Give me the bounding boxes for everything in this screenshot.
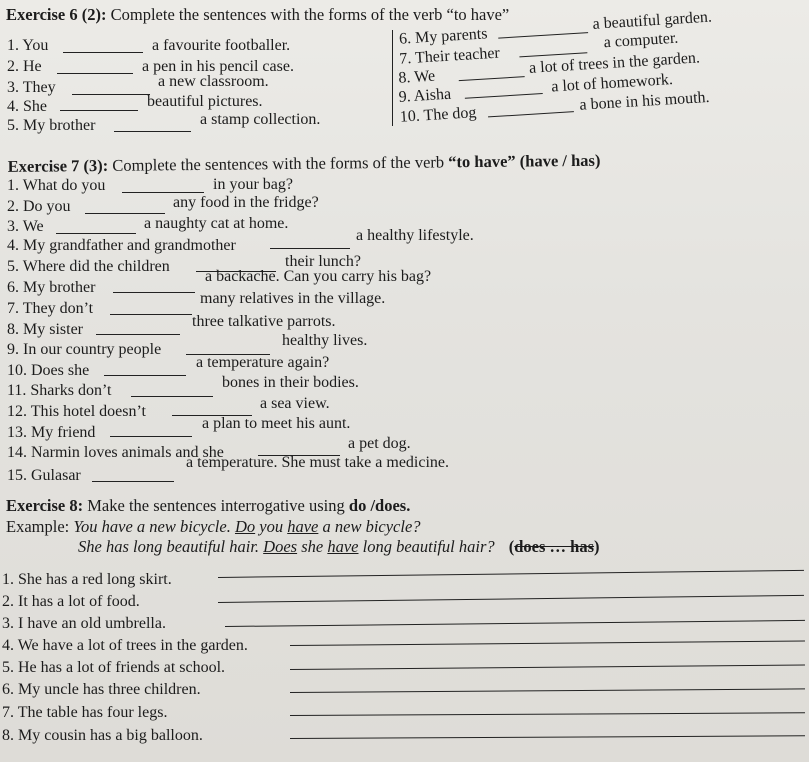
exercise-7-title-text: Complete the sentences with the forms of the verb [108,152,449,175]
ex6-item-4-start: 4. She [7,98,47,115]
ex8-item-6: 6. My uncle has three children. [2,681,201,698]
ex6-item-1-start: 1. You [7,37,49,54]
ex8-item-7-answer-line[interactable] [290,712,805,716]
ex6-item-9-start: 9. Aisha [398,85,452,106]
ex7-item-9-end: healthy lives. [282,332,368,349]
ex6-item-2-start: 2. He [7,58,42,75]
ex7-item-14-start: 14. Narmin loves animals and she [7,444,224,461]
ex6-item-5-start: 5. My brother [7,117,96,134]
ex7-item-12-end: a sea view. [260,395,330,412]
ex6-item-3-end: a new classroom. [158,73,269,90]
ex7-item-13-end: a plan to meet his aunt. [202,415,351,432]
example-2-have: have [327,537,359,556]
exercise-8-title-dodoes: do /does. [348,496,411,515]
ex7-item-3-end: a naughty cat at home. [144,215,289,232]
example-label: Example: [6,517,74,536]
ex7-item-12-start: 12. This hotel doesn’t [7,403,146,420]
example-1-rest: a new bicycle? [318,517,421,536]
ex8-item-1: 1. She has a red long skirt. [2,571,172,588]
ex7-item-4-end: a healthy lifestyle. [356,227,474,244]
exercise-8-example-2 [78,538,600,556]
ex7-item-6-start: 6. My brother [7,279,96,296]
ex7-item-5-end: their lunch? [285,253,361,270]
exercise-8-title-label: Exercise 8: [6,496,84,515]
example-1-statement: You have a new bicycle. [73,517,235,536]
ex6-item-6-start: 6. My parents [398,25,488,48]
ex7-item-5-start: 5. Where did the children [7,258,170,275]
example-2-note-close: ) [594,537,600,556]
ex7-item-1-end: in your bag? [213,176,293,193]
ex7-item-11-blank[interactable] [131,396,213,397]
ex8-item-8: 8. My cousin has a big balloon. [2,727,203,744]
ex7-item-13-blank[interactable] [110,436,192,437]
ex7-item-7-blank[interactable] [110,314,192,315]
ex7-item-8-end: three talkative parrots. [192,313,336,330]
ex6-item-1-end: a favourite footballer. [152,37,291,54]
ex7-item-1-start: 1. What do you [7,177,106,194]
ex7-item-15-end: a temperature. She must take a medicine. [186,454,450,471]
ex7-item-7-start: 7. They don’t [7,300,94,317]
ex6-item-8-start: 8. We [398,67,436,87]
example-1-you: you [255,517,288,536]
exercise-6-title-text: Complete the sentences with the forms of the verb “to have” [106,5,510,24]
ex7-item-2-end: any food in the fridge? [173,194,319,211]
ex7-item-13-start: 13. My friend [7,424,96,441]
ex7-item-11-end: bones in their bodies. [222,374,359,391]
ex6-item-10-end: a bone in his mouth. [578,88,711,114]
ex7-item-6-end: a backache. Can you carry his bag? [205,268,432,285]
ex6-item-6-end: a beautiful garden. [592,8,713,33]
ex8-item-4-answer-line[interactable] [290,641,805,646]
ex8-item-4: 4. We have a lot of trees in the garden. [2,637,248,654]
ex6-item-7-start: 7. Their teacher [398,44,501,68]
exercise-7-title-label: Exercise 7 (3): [7,155,109,176]
example-2-note [509,537,600,556]
ex6-item-5-end: a stamp collection. [200,111,321,128]
example-2-note-open: ( [508,537,515,556]
ex6-item-2-end: a pen in his pencil case. [142,58,294,75]
exercise-7-title-verb: “to have” [448,151,516,172]
ex6-item-10-start: 10. The dog [399,104,477,126]
example-2-does: Does [263,537,298,556]
example-2-statement: She has long beautiful hair. [78,537,264,556]
exercise-7-title-hint: (have / has) [515,150,601,171]
exercise-8-title [6,497,410,515]
example-1-have: have [287,517,319,536]
example-2-rest: long beautiful hair? [358,537,495,556]
ex6-item-9-end: a lot of homework. [550,71,674,96]
ex8-item-1-answer-line[interactable] [218,570,804,578]
ex7-item-10-end: a temperature again? [196,354,330,371]
ex7-item-2-blank[interactable] [85,213,165,214]
ex7-item-9-start: 9. In our country people [7,341,162,358]
exercise-8-title-text: Make the sentences interrogative using [83,496,349,515]
exercise-8-example-1 [6,518,421,536]
ex6-item-3-start: 3. They [7,79,56,96]
exercise-7-title [8,152,601,176]
ex6-item-7-end: a computer. [603,29,679,52]
ex8-item-2: 2. It has a lot of food. [2,593,140,610]
ex8-item-3-answer-line[interactable] [225,620,805,627]
ex7-item-14-end: a pet dog. [348,435,411,452]
ex8-item-5-answer-line[interactable] [290,665,805,670]
ex7-item-1-blank[interactable] [122,192,204,193]
ex7-item-8-blank[interactable] [96,334,180,335]
ex7-item-4-blank[interactable] [270,248,350,249]
ex7-item-11-start: 11. Sharks don’t [7,382,112,399]
example-2-note-text: does … has [514,537,595,556]
ex7-item-15-blank[interactable] [92,481,174,482]
ex8-item-7: 7. The table has four legs. [2,704,168,721]
ex8-item-8-answer-line[interactable] [290,735,805,739]
ex8-item-2-answer-line[interactable] [218,595,804,603]
ex7-item-4-start: 4. My grandfather and grandmother [7,237,236,254]
example-2-she: she [297,537,328,556]
ex7-item-7-end: many relatives in the village. [200,290,386,307]
ex7-item-3-blank[interactable] [56,233,136,234]
ex8-item-5: 5. He has a lot of friends at school. [2,659,226,676]
exercise-6-title-label: Exercise 6 (2): [6,5,107,24]
ex7-item-3-start: 3. We [7,218,44,235]
ex7-item-10-start: 10. Does she [7,362,90,379]
ex7-item-10-blank[interactable] [104,375,186,376]
ex7-item-15-start: 15. Gulasar [7,467,81,484]
ex7-item-8-start: 8. My sister [7,321,83,338]
ex6-item-8-end: a lot of trees in the garden. [528,49,701,77]
ex8-item-3: 3. I have an old umbrella. [2,615,166,632]
ex7-item-2-start: 2. Do you [7,198,71,215]
ex6-item-4-end: beautiful pictures. [147,93,263,110]
ex7-item-6-blank[interactable] [113,292,195,293]
ex8-item-6-answer-line[interactable] [290,688,805,693]
example-1-do: Do [234,517,256,536]
